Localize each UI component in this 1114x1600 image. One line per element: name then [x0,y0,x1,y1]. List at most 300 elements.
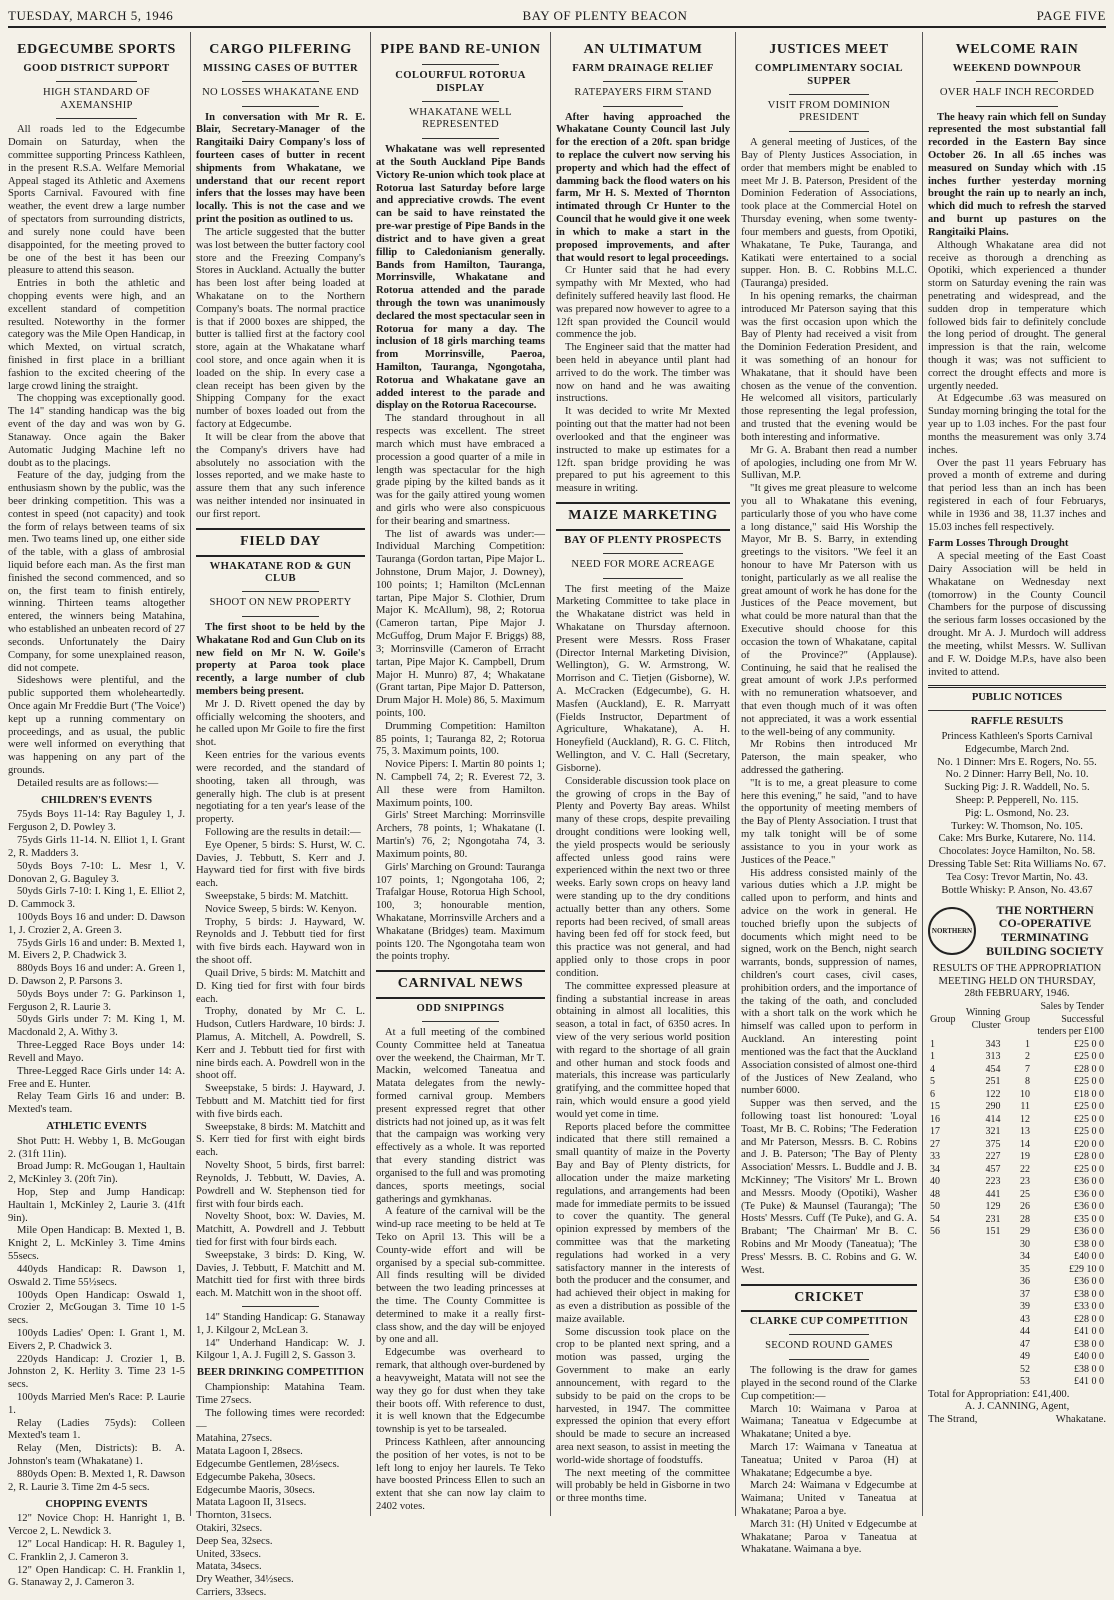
column-rule [190,32,191,1516]
paragraph: Some discussion took place on the crop to be planted next spring, and a motion was passed, urging the Government to make an early announcement, with regard to the subsidy to be paid on the crops to be harvested, in 1947. The committee expressed the opinion that every effort should be made to secure an increased area next season, to assist in meeting the world-wide shortage of foodstuffs. [556,1326,730,1466]
ballot-cell: 50 [930,1201,940,1213]
ballot-cell: 19 [1020,1151,1031,1163]
paragraph: March 24: Waimana v Edgecumbe at Waimana; United v Taneatua at Whakatane; Paroa a bye. [741,1480,917,1517]
paragraph: Novelty Shoot, box: W. Davies, M. Matchitt, A. Powdrell and J. Tebbutt tied for first with four birds each. [196,1211,365,1248]
paragraph: Trophy, 5 birds: J. Hayward, W. Reynolds and J. Tebbutt tied for first with five birds each. Hayward won in the shoot off. [196,916,365,967]
ballot-cell: 56 [930,1226,940,1238]
paragraph: Supper was then served, and the following toast list honoured: 'Loyal Toast, Mr B. C. Robins; 'The Federation and Mr Paterson, Messrs. B. C. Robins and J. B. Paterson; 'The Bay of Plenty Association' Messrs. L. Buddle and J. B. McKinney; 'The Visitors' Mr L. Brown and Messrs. Moody (Opotiki), Washer (Te Puke) & Maunsel (Tauranga); 'The Hosts' Messrs. Cuff (Te Puke), and G. A. Brabant; 'The Chairman' Mr B. C. Robins and Mr Moody (Taneatua); 'The Press' Messrs. B. C. Robins and G. W. West. [741,1098,917,1276]
ballot-row [928,1214,1106,1227]
article-subhead: FARM DRAINAGE RELIEF [572,62,714,74]
paragraph: The committee expressed pleasure at finding a substantial increase in areas obtaining in almost all localities, this season, a total in fact, of 6350 acres. In view of the very serious world position with regard to the shortage of all grain and other human and stock foods and materials, this increase was particularly gratifying, and the committee hoped that rain, which would ensure a good yield would yet come in time. [556,980,730,1120]
paragraph: Novice Pipers: I. Martin 80 points 1; N. Campbell 74, 2; R. Everest 72, 3. All these were from Hamilton. Maximum points, 100. [376,759,545,809]
paragraph: Thornton, 31secs. [196,1510,272,1522]
ballot-cell: 54 [930,1213,940,1225]
paragraph: Mr J. D. Rivett opened the day by officially welcoming the shooters, and he called upon Mr Goile to fire the first shot. [196,698,365,749]
paragraph: Hop, Step and Jump Handicap: Haultain 1, McKinley 2, Laurie 3. (41ft 9in). [8,1187,185,1224]
paragraph: Three-Legged Race Boys under 14: Revell and Mayo. [8,1040,185,1064]
article-body [196,699,365,1301]
ballot-cell: 44 [1020,1326,1031,1338]
article-headline: CRICKET [794,1289,864,1305]
paragraph: Matata, 34secs. [196,1561,262,1573]
article-headline: FIELD DAY [240,533,321,549]
ballot-cell: 1 [1025,1038,1031,1050]
ballot-cell: £35 0 0 [1074,1213,1104,1225]
results-list [8,1513,185,1590]
paragraph: Keen entries for the various events were recorded, and the standard of shooting, taken all through, was generally high. The club is at present negotiating for a ten year's lease of the property. [196,750,365,826]
article-subhead: BAY OF PLENTY PROSPECTS [564,534,722,546]
article-body [376,1027,545,1514]
ballot-row [928,1351,1106,1364]
ballot-row [928,1189,1106,1202]
ballot-cell [958,1326,1003,1339]
ballot-cell: 22 [1020,1163,1031,1175]
paragraph: Tea Cosy: Trevor Martin, No. 43. [946,871,1088,883]
ballot-cell: 1 [930,1038,935,1050]
paragraph: 75yds Boys 11-14: Ray Baguley 1, J. Ferguson 2, D. Powley 3. [8,809,185,834]
article-lead: Whakatane was well represented at the South Auckland Pipe Bands Victory Re-union which took place at Rotorua last Saturday before large and appreciative crowds. The event can be said to have reinstated the pre-war prestige of Pipe Bands in the district and to have given a great fillip to Caledonianism generally. Bands from Hamilton, Tauranga, Morrinsville, Whakatane and Rotorua attended and the parade through the town was unanimously declared the most spectacular seen in Rotorua for many a day. The inclusion of 18 girls marching teams from Morrinsville, Paeroa, Hamilton, Tauranga, Ngongotaha, Rotorua and Whakatane gave an added interest to the parade and display on the Rotorua Racecourse. [376,144,545,412]
article-subhead: HIGH STANDARD OF AXEMANSHIP [43,86,150,111]
column-edgecumbe-sports [8,36,186,1589]
article-subhead: WHAKATANE ROD & GUN CLUB [209,560,352,585]
section-head: ATHLETIC EVENTS [46,1120,147,1132]
paragraph: Feature of the day, judging from the enthusiasm shown by the public, was the beer drinking competition. This was a contest in speed (not capacity) and took the form of relays between teams of six men. Two teams lined up, one either side of the table, with a glass of ambrosial liquid before each man. As the first man finished the second commenced, and so on, the first team to finish entirely, winning. Thirteen teams altogether entered, the winners being Matahina, who established an unbeaten record of 27 seconds. Unfortunately the Dairy Company, for some unexplained reason, did not compete. [8,470,185,674]
ballot-row [928,1264,1106,1277]
section-head: CHOPPING EVENTS [45,1498,148,1510]
header-date: TUESDAY, MARCH 5, 1946 [8,8,174,23]
ballot-cell: 14 [1020,1138,1031,1150]
ballot-cell [958,1351,1003,1364]
ballot-cell: £36 0 0 [1074,1226,1104,1238]
ballot-cell [928,1339,958,1352]
paragraph: The next meeting of the committee will probably be held in Gisborne in two or three months time. [556,1467,730,1505]
paragraph: The Engineer said that the matter had been held in abeyance until plant had arrived to do the work. The timber was now on hand and he was awaiting instructions. [556,342,730,405]
paragraph: Carriers, 33secs. [196,1587,267,1599]
results-list [8,1136,185,1495]
column-justices [741,36,917,1556]
ballot-cell: 11 [1020,1101,1031,1113]
ballot-cell: 17 [930,1126,940,1138]
ballot-row [928,1364,1106,1377]
ballot-cell: £18 0 0 [1074,1088,1104,1100]
article-headline: WELCOME RAIN [955,42,1079,57]
ballot-row [928,1076,1106,1089]
paragraph: Relay (Ladies 75yds): Colleen Mexted's team 1. [8,1417,185,1442]
paragraph: The first meeting of the Maize Marketing Committee to take place in the Whakatane district was held in Whakatane on Thursday afternoon. Present were Messrs. Ross Fraser (Director Internal Marketing Division, Wellington), G. W. Armstrong, W. Morrison and C. Tietjen (Gisborne), W. A. McCracken (Edgecumbe), G. H. Masfen (Auckland), E. R. Marryatt (Fields Instructor, Department of Agriculture, Whakatane), A. H. Honeyfield (Auckland), R. G. C. Flitch, Wellington, and V. C. Hall (Secretary, Gisborne). [556,583,730,774]
article-lead: In conversation with Mr R. E. Blair, Secretary-Manager of the Rangitaiki Dairy Company's loss of fourteen cases of butter in recent shipments from Whakatane, we understand that our recent report infers that the losses may have been locally. This is not the case and we print the position as outlined to us. [196,111,365,226]
article-subhead: NEED FOR MORE ACREAGE [571,558,715,570]
ballot-cell: 28 [1020,1213,1031,1225]
ballot-cell: £28 0 0 [1074,1063,1104,1075]
paragraph: Cake: Mrs Burke, Kutarere, No. 114. [938,833,1096,845]
paragraph: It will be clear from the above that the Company's drivers have had absolutely no association with the losses reported, and we make haste to assure them that any such inference was neither intended nor insinuated in our first report. [196,431,365,520]
paragraph: Championship: Matahina Team. Time 27secs. [196,1382,365,1406]
ballot-cell: £36 0 0 [1074,1188,1104,1200]
article-headline: PIPE BAND RE-UNION [380,42,541,57]
ballot-cell: £20 0 0 [1074,1138,1104,1150]
ballot-cell [928,1364,958,1377]
paragraph: "It is to me, a great pleasure to come here this evening," he said, "and to have the opportunity of meeting members of the Bay of Plenty Association. I trust that my talk tonight will be of some assistance to you in your work as Justices of the Peace." [741,777,917,866]
paragraph: Three-Legged Race Girls under 14: A. Free and E. Hunter. [8,1065,185,1090]
ballot-row [928,1251,1106,1264]
ballot-cell: £38 0 0 [1074,1363,1104,1375]
ballot-cell: £25 0 0 [1074,1038,1104,1050]
article-headline: EDGECUMBE SPORTS [17,42,176,57]
ballot-cell: 23 [1020,1176,1031,1188]
ballot-cell: 33 [930,1151,940,1163]
ballot-cell: 49 [1020,1351,1031,1363]
paragraph: 880yds Open: B. Mexted 1, R. Dawson 2, R. Laurie 3. Time 2m 4-5 secs. [8,1468,185,1493]
paragraph: The list of awards was under:— Individual Marching Competition: Tauranga (Gordon tartan, Pipe Major L. Johnstone, Drum Major, J. Downey), 100 points; 1; Hamilton (McLennan tartan, Pipe Major S. Clothier, Drum Major K. McAllum), 98, 2; Rotorua (Cameron tartan, Pipe Major J. McGuffog, Drum Major F. Briggs) 88, 3; Morrinsville (Cameron of Erracht tartan, Pipe Major K. Campbell, Drum Major H. Munro) 87, 4; Whakatane (Grant tartan, Pipe Major D. Patterson, Drum Major H. Mole) 86, 5. Maximum points, 100. [376,528,545,719]
society-seal-icon: NORTHERN [928,907,976,955]
paragraph: Broad Jump: R. McGougan 1, Haultain 2, McKinley 3. (20ft 7in). [8,1161,185,1186]
paragraph: The standard throughout in all respects was excellent. The street march which must have embraced a procession a good quarter of a mile in length was spectacular for the high grade piping by the kilted bands as it was for the gaily attired young women and girls who were also conspicuous for their bearing and smartness. [376,413,545,527]
article-subhead: SHOOT ON NEW PROPERTY [209,597,352,609]
results-list [196,1312,365,1363]
ballot-cell: 7 [1025,1063,1031,1075]
ballot-cell: £25 0 0 [1074,1076,1104,1088]
paragraph: Considerable discussion took place on the growing of crops in the Bay of Plenty and Poverty Bay areas. Whilst many of these crops, despite prevailing drought conditions were looking well, the yield prospects would be seriously affected unless good rains were experienced within the next two or three weeks. Early sown crops on heavy land were standing up to the dry conditions actually better than any others. Some reports had been recived, of small areas having been fed off for stock feed, but this practice was not general, and had applied only to those crops in poor condition. [556,775,730,979]
article-body: A special meeting of the East Coast Dairy Association will be held in Whakatane on Wednesday next (tomorrow) in the County Council Chambers for the purpose of discussing the serious farm losses occasioned by the drought. Mr A. J. Murdoch will address the meeting, whilst Messrs. W. Sullivan and F. W. Doidge M.P.s, have also been invited to attend. [928,551,1106,678]
paragraph: Edgecumbe Pakeha, 30secs. [196,1471,316,1483]
agent-name: A. J. CANNING, Agent, [964,1401,1070,1413]
ballot-cell: 29 [1020,1226,1031,1238]
ballot-row [928,1114,1106,1127]
paragraph: Novelty Shoot, 5 birds, first barrel: Reynolds, J. Tebbutt, W. Davies, A. Powdrell and W. Stephenson tied for first with four birds each. [196,1160,365,1210]
ballot-row [928,1289,1106,1302]
ballot-cell: 34 [930,1163,940,1175]
paragraph: 220yds Handicap: J. Crozier 1, B. Johnston 2, K. Herlity 3. Time 23 1-5 secs. [8,1353,185,1391]
paragraph: March 17: Waimana v Taneatua at Taneatua; United v Paroa (H) at Whakatane; Edgecumbe a bye. [741,1441,917,1479]
paragraph: Sideshows were plentiful, and the public supported them wholeheartedly. Once again Mr Freddie Burt ('The Voice') kept up a running commentary on proceedings, and as usual, the public were well informed on everything that was happening on any part of the grounds. [8,675,185,776]
article-subhead: COLOURFUL ROTORUA DISPLAY [395,69,526,94]
ballot-row [928,1201,1106,1214]
ballot-row [928,1126,1106,1139]
paragraph: 100yds Boys 16 and under: D. Dawson 1, J. Crozier 2, A. Green 3. [8,911,185,936]
ballot-cell: 223 [985,1176,1001,1188]
paragraph: Girls' Street Marching: Morrinsville Archers, 78 points, 1; Whakatane (I. Martin's) 76, 2; Ngongotaha 74, 3. Maximum points, 80. [376,810,545,860]
ballot-row [928,1314,1106,1327]
ballot-cell: £40 0 0 [1074,1351,1104,1363]
ballot-cell: £28 0 0 [1074,1151,1104,1163]
article-lead: After having approached the Whakatane County Council last July for the erection of a 20ft. span bridge to replace the culvert now serving his property and which had the effect of damming back the flood waters on his farm, Mr H. S. Mexted of Thornton intimated through Cr Hunter to the Council that he would give it one week in which to make a start in the proposed improvements, and after that would resort to legal proceedings. [556,111,730,264]
results-list [8,809,185,1117]
paragraph: His address consisted mainly of the various duties which a J.P. might be called upon to perform, and hints and advice on the work in general. He touched briefly upon the subjects of documents which might need to be signed, work on the Bench, night search warrants, bonds, suppression of names, children's court cases, civil cases, prohibition orders, and the importance of the taking of the oath, and concluded with a short talk on the work which he himself was called upon to perform in Auckland. An interesting point mentioned was the fact that the Auckland Association consisted of almost one-third of the Justices of New Zealand, who number 6000. [741,867,917,1097]
ballot-cell [928,1289,958,1302]
ballot-row [928,1064,1106,1077]
ballot-cell: £28 0 0 [1074,1313,1104,1325]
ballot-cell [958,1364,1003,1377]
paragraph: March 10: Waimana v Paroa at Waimana; Taneatua v Edgecumbe at Whakatane; United a bye. [741,1403,917,1441]
paragraph: Detailed results are as follows:— [17,777,159,789]
article-subhead: ODD SNIPPINGS [416,1003,505,1015]
ballot-row [928,1301,1106,1314]
ballot-cell [958,1239,1003,1252]
ballot-row [928,1226,1106,1239]
ballot-row [928,1339,1106,1352]
article-subhead: MISSING CASES OF BUTTER [202,62,359,74]
paragraph: 100yds Open Handicap: Oswald 1, Crozier 2, McGougan 3. Time 10 1-5 secs. [8,1289,185,1327]
paragraph: 440yds Handicap: R. Dawson 1, Oswald 2. Time 55½secs. [8,1263,185,1288]
ballot-cell: 343 [985,1038,1001,1050]
paragraph: In his opening remarks, the chairman introduced Mr Paterson saying that this was the first occasion upon which the Bay of Plenty had received a visit from the Dominion Federation President, and it was something of an honour for Whakatane, that it should have been chosen as the venue of the convention. He welcomed all visitors, particularly those representing the legal profession, and trusted that the evening would be both interesting and informative. [741,290,917,443]
paragraph: Trophy, donated by Mr C. L. Hudson, Cutlers Hardware, 10 birds: J. Plamus, A. Mitchell, A. Powdrell, S. Kerr and J. Tebbutt tied for first with nine birds each. A. Powdrell won in the shoot off. [196,1006,365,1082]
paragraph: Sweepstake, 5 birds: M. Matchitt. [205,891,349,902]
ballot-cell: 321 [985,1126,1001,1138]
ballot-cell [928,1376,958,1389]
ballot-cell: 231 [985,1213,1001,1225]
article-subhead: NO LOSSES WHAKATANE END [202,86,359,98]
paragraph: Reports placed before the committee indicated that there still remained a small quantity of maize in the Poverty Bay and Bay of Plenty districts, for allocation under the maize marketing regulations, and arrangements had been made for immediate permits to be issued to cover the quantity. The general opinion expressed by members of the committee was that the marketing regulations had worked in a very satisfactory manner in the interests of both the producer and the consumer, and had achieved their object in making for as even a distribution as possible of the maize available. [556,1121,730,1325]
article-body [556,265,730,496]
ballot-cell: £41 0 0 [1074,1376,1104,1388]
paragraph: 880yds Boys 16 and under: A. Green 1, D. Dawson 2, P. Parsons 3. [8,963,185,987]
column-cargo-pilfering [196,36,365,1599]
paragraph: All roads led to the Edgecumbe Domain on Saturday, when the committee supporting Princess Kathleen, in the present R.S.A. Welfare Memorial Appeal staged its Athletic and Axemens Sports Carnival. Favoured with fine weather, the event drew a large number of spectators from surrounding districts, and surely none could have been disappointed, for the meeting proved to be one of the best it has been our pleasure to attend this season. [8,124,185,277]
paragraph: Edgecumbe Gentlemen, 28½secs. [196,1458,340,1470]
ballot-cell [958,1376,1003,1389]
paragraph: Matahina, 27secs. [196,1433,273,1445]
agent-address: The Strand, Whakatane. [928,1414,1106,1426]
ballot-title: RESULTS OF THE APPROPRIATION MEETING HELD ON THURSDAY, 28th FEBRUARY, 1946. [932,962,1102,1000]
paragraph: The following is the draw for games played in the second round of the Clarke Cup competition:— [741,1365,917,1402]
paragraph: Dressing Table Set: Rita Williams No. 67. [928,859,1106,871]
paragraph: Bottle Whisky: P. Anson, No. 43.67 [941,884,1093,896]
paragraph: United, 33secs. [196,1548,262,1560]
column-rule [550,32,551,1516]
ballot-row [928,1089,1106,1102]
ballot-cell: 35 [1020,1263,1031,1275]
raffle-head: RAFFLE RESULTS [970,716,1064,728]
paragraph: Edgecumbe was overheard to remark, that although over-burdened by a heavyweight, Matata will not see the way they go for dust when they take their boots off. With reference to dust, it is well known that the Edgecumbe township is yet to be tarsealed. [376,1347,545,1436]
column-rule [922,32,923,1516]
ballot-cell: £38 0 0 [1074,1338,1104,1350]
page-header [8,4,1106,28]
ballot-cell: 12 [1020,1113,1031,1125]
paragraph: The following times were recorded:— [196,1407,365,1432]
column-welcome-rain [928,36,1106,1514]
paragraph: A feature of the carnival will be the wind-up race meeting to be held at Te Teko on April 13. This will be a County-wide effort and will be organised by a special sub-committee. All finds resulting will be divided between the two leading princesses at the time. The County Committee is determined to make it a really first-class show, and the day will be enjoyed by one and all. [376,1206,545,1346]
ballot-cell [928,1264,958,1277]
society-logo [928,904,1106,959]
article-subhead: OVER HALF INCH RECORDED [939,86,1095,98]
ballot-row [928,1164,1106,1177]
ballot-cell [958,1301,1003,1314]
ballot-cell: 6 [930,1088,935,1100]
ballot-cell: 30 [1020,1238,1031,1250]
paragraph: Entries in both the athletic and chopping events were high, and an excellent standard of competition resulted. Noteworthy in the former category was the Mile Open Handicap, in which Mexted, on virtual scratch, finished in first place in a brilliant fashion to the excited cheering of the large crowd lining the straight. [8,278,185,392]
article-subhead: SECOND ROUND GAMES [765,1340,893,1352]
ballot-cell [958,1276,1003,1289]
column-ultimatum [556,36,730,1514]
paragraph: Although Whakatane area did not receive as thorough a drenching as Opotiki, which experienced a thunder storm on Saturday evening the rain was penetrating and widespread, and the sudden drop in temperature which followed bids fair to definitely conclude the long period of drought. The general impression is that the rain, welcome though it was; was not sufficient to correct the drought effects and more is urgently needed. [928,239,1106,392]
ballot-row [928,1151,1106,1164]
paragraph: It was decided to write Mr Mexted pointing out that the matter had not been overlooked and that the engineer was instructed to make up estimates for a 12ft. span bridge providing he was prepared to put his agreement to this measure in writing. [556,406,730,495]
ballot-row [928,1326,1106,1339]
ballot-cell: 39 [1020,1301,1031,1313]
paragraph: Relay Team Girls 16 and under: B. Mexted's team. [8,1091,185,1116]
paragraph: Mr G. A. Brabant then read a number of apologies, including one from Mr W. Sullivan, M.P. [741,444,917,482]
article-subhead: VISIT FROM DOMINION PRESIDENT [767,99,891,124]
ballot-cell: 37 [1020,1288,1031,1300]
article-body [8,124,185,790]
paragraph: 12" Local Handicap: H. R. Baguley 1, C. Franklin 2, J. Cameron 3. [8,1538,185,1563]
paragraph: Sweepstake, 3 birds: D. King, W. Davies, J. Tebbutt, F. Matchitt and M. Matchitt tied for first with three birds each. M. Matchitt won in the shoot off. [196,1249,365,1300]
paragraph: Sheep: P. Pepperell, No. 115. [955,795,1079,806]
paragraph: 100yds Married Men's Race: P. Laurie 1. [8,1392,185,1416]
paragraph: Mile Open Handicap: B. Mexted 1, B. Knight 2, L. McKinley 3. Time 4mins 55secs. [8,1225,185,1263]
paragraph: Shot Putt: H. Webby 1, B. McGougan 2. (31ft 11in). [8,1135,185,1160]
paragraph: Girls' Marching on Ground: Tauranga 107 points, 1; Ngongotaha 106, 2; Trafalgar House, Rotorua High School, 100, 3; honourable mention, Whakatane, Morrinsville Archers and a Whakatane (Bridges) team. Maximum points 120. The Ngongotaha team won the points trophy. [376,861,545,963]
ballot-cell: 251 [985,1076,1001,1088]
paragraph: Quail Drive, 5 birds: M. Matchitt and D. King tied for first with four birds each. [196,967,365,1005]
ballot-cell: £33 0 0 [1074,1301,1104,1313]
paragraph: Over the past 11 years February has proved a month of extreme and during that period less than an inch has been registered in each of four Februarys, while in 1936 and 38, 11.37 inches and 15.03 inches fell respectively. [928,457,1106,533]
ballot-cell: 53 [1020,1376,1031,1388]
paragraph: 14" Standing Handicap: G. Stanaway 1, J. Kilgour 2, McLean 3. [196,1312,365,1336]
column-rule [735,32,736,1516]
article-subhead: COMPLIMENTARY SOCIAL SUPPER [755,62,903,87]
paragraph: The chopping was exceptionally good. The 14" standing handicap was the big event of the day and was won by G. Stanaway. Once again the Baker Automatic Judging Machine left no doubt as to the placings. [8,393,185,469]
paragraph: No. 2 Dinner: Harry Bell, No. 10. [945,769,1089,781]
paragraph: Sucking Pig: J. R. Waddell, No. 5. [944,782,1090,794]
ballot-cell: 43 [1020,1313,1031,1325]
ballot-cell: 457 [985,1163,1001,1175]
article-headline: AN ULTIMATUM [583,42,703,57]
ballot-cell: 454 [985,1063,1001,1075]
ballot-row [928,1176,1106,1189]
article-body [741,1365,917,1557]
column-rule [370,32,371,1516]
paragraph: Drumming Competition: Hamilton 85 points, 1; Tauranga 82, 2; Rotorua 75, 3. Maximum points, 100. [376,720,545,758]
article-headline: MAIZE MARKETING [568,507,718,523]
paragraph: Matata Lagoon II, 31secs. [196,1497,307,1509]
paragraph: Following are the results in detail:— [205,826,361,838]
paragraph: Pig: L. Osmond, No. 23. [964,807,1070,819]
article-lead: The first shoot to be held by the Whakatane Rod and Gun Club on its new field on Mr N. W. Goile's property at Paroa took place recently, a large number of club members being present. [196,621,365,697]
paragraph: Sweepstake, 5 birds: J. Hayward, J. Tebbutt and M. Matchitt tied for first with five birds each. [196,1083,365,1120]
ballot-cell: £25 0 0 [1074,1101,1104,1113]
paragraph: Princess Kathleen, after announcing the position of her votes, is not to be left long to enjoy her laurels. Te Teko have boosted Princess Ellen to such an extent that she can now lay claim to 2402 votes. [376,1436,545,1512]
ballot-cell: 34 [1020,1251,1031,1263]
paragraph: At Edgecumbe .63 was measured on Sunday morning bringing the total for the year up to 1.03 inches. For the past four months the measurement was only 3.74 inches. [928,393,1106,456]
paragraph: A general meeting of Justices, of the Bay of Plenty Justices Association, in order that members might be enabled to meet Mr J. B. Paterson, President of the Dominion Federation of Associations, took place at the Commercial Hotel on Thursday evening, when some twenty-four members and guests, from Opotiki, Whakatane, Te Puke, Tauranga, and Katikati were entertained to a social supper. Hon. B. C. Robbins M.L.C. (Tauranga) presided. [741,137,917,290]
ballot-cell: 13 [1020,1126,1031,1138]
paragraph: Turkey: W. Thomson, No. 105. [951,820,1083,832]
ballot-cell: 40 [930,1176,940,1188]
article-subhead: RATEPAYERS FIRM STAND [574,86,712,98]
ballot-cell: 4 [930,1063,935,1075]
ballot-cell: 151 [985,1226,1001,1238]
ballot-row [928,1239,1106,1252]
section-head: Farm Losses Through Drought [928,538,1069,550]
ballot-cell: 15 [930,1101,940,1113]
paragraph: Eye Opener, 5 birds: S. Hurst, W. C. Davies, J. Tebbutt, S. Kerr and J. Hayward tied for first with five birds each. [196,839,365,890]
raffle-list [928,731,1106,898]
article-lead: The heavy rain which fell on Sunday represented the most substantial fall recorded in the Eastern Bay since October 26. In all .65 inches was measured on Sunday which with .15 inches further yesterday morning brought the rain up to nearly an inch, which did much to refresh the starved and burnt up pastures on the Rangitaiki Plains. [928,111,1106,238]
ballot-cell: £25 0 0 [1074,1126,1104,1138]
ballot-cell: £38 0 0 [1074,1238,1104,1250]
ballot-cell: 52 [1020,1363,1031,1375]
ballot-cell [928,1351,958,1364]
ballot-cell: £36 0 0 [1074,1201,1104,1213]
ballot-row [928,1051,1106,1064]
article-subhead: WHAKATANE WELL REPRESENTED [409,106,512,131]
paragraph: Novice Sweep, 5 birds: W. Kenyon. [205,903,357,915]
ballot-cell: 25 [1020,1188,1031,1200]
article-subhead: CLARKE CUP COMPETITION [749,1316,909,1328]
society-name: THE NORTHERN CO-OPERATIVE TERMINATING BUILDING SOCIETY [986,902,1104,958]
ballot-cell: £25 0 0 [1074,1051,1104,1063]
ballot-col-header: Group [930,1013,956,1025]
paragraph: Cr Hunter said that he had every sympathy with Mr Mexted, who had definitely suffered heavily last flood. He was prepared now however to agree to a 12ft span provided the Council would commence the job. [556,265,730,341]
paragraph: At a full meeting of the combined County Committee held at Taneatua over the weekend, the Chairman, Mr T. Mackin, welcomed Taneatua and Matata delegates from the newly-formed carnival group. Members present expressed regret that other districts had not joined up, as it was felt that the campaign was working very effectively as a whole. It was reported that every standing district was organised to the full and was promoting dances, sports meetings, social gatherings and gymkhanas. [376,1026,545,1205]
paragraph: Matata Lagoon I, 28secs. [196,1446,303,1458]
ballot-cell [928,1301,958,1314]
ballot-cell [928,1314,958,1327]
ballot-cell: 47 [1020,1338,1031,1350]
ballot-row [928,1101,1106,1114]
header-page: PAGE FIVE [1036,8,1106,23]
ballot-cell: £41 0 0 [1074,1326,1104,1338]
ballot-col-header: Sales by Tender Successful tenders per £100 [1037,1001,1104,1038]
article-headline: CARNIVAL NEWS [397,976,524,992]
ballot-row [928,1039,1106,1052]
ballot-cell: 5 [930,1076,935,1088]
paragraph: Chocolates: Joyce Hamilton, No. 58. [938,846,1096,858]
ballot-cell: £25 0 0 [1074,1163,1104,1175]
ballot-cell: £36 0 0 [1074,1276,1104,1288]
article-body [928,240,1106,535]
paragraph: 75yds Girls 16 and under: B. Mexted 1, M. Eivers 2, P. Chadwick 3. [8,937,186,962]
paragraph: Edgecumbe Maoris, 30secs. [196,1484,315,1496]
article-subhead: WEEKEND DOWNPOUR [952,62,1082,74]
paragraph: 12" Open Handicap: C. H. Franklin 1, G. Stanaway 2, J. Cameron 3. [8,1564,185,1589]
ballot-cell: £40 0 0 [1074,1251,1104,1263]
ballot-row [928,1276,1106,1289]
section-head: BEER DRINKING COMPETITION [196,1367,365,1379]
article-body [376,413,545,964]
ballot-cell: 36 [1020,1276,1031,1288]
ballot-cell [928,1276,958,1289]
paragraph: Dry Weather, 34½secs. [196,1574,294,1586]
paragraph: Relay (Men, Districts): B. A. Johnston's team (Whakatane) 1. [8,1443,185,1468]
paragraph: No. 1 Dinner: Mrs E. Rogers, No. 55. [937,756,1097,768]
ballot-cell: 122 [985,1088,1001,1100]
article-headline: CARGO PILFERING [209,42,352,57]
ballot-col-header: Winning Cluster [965,1007,1001,1031]
paragraph: Mr Robins then introduced Mr Paterson, the main speaker, who addressed the gathering. [741,739,917,776]
ballot-col-header: Group [1004,1013,1031,1025]
ballot-cell: 375 [985,1138,1001,1150]
ballot-cell: £25 0 0 [1074,1113,1104,1125]
ballot-cell: 414 [985,1113,1001,1125]
ballot-cell: £38 0 0 [1074,1288,1104,1300]
column-pipe-band [376,36,545,1514]
ballot-cell [958,1314,1003,1327]
paragraph: 50yds Boys under 7: G. Parkinson 1, Ferguson 2, R. Laurie 3. [8,988,185,1013]
ballot-cell: 1 [930,1051,935,1063]
paragraph: 50yds Girls under 7: M. King 1, M. Macdonald 2, A. Withy 3. [8,1014,185,1039]
header-title: BAY OF PLENTY BEACON [522,8,688,23]
ballot-cell: £29 10 0 [1069,1263,1104,1275]
ballot-table [928,1001,1106,1389]
ballot-cell: 441 [985,1188,1001,1200]
paragraph: Deep Sea, 32secs. [196,1535,273,1547]
ballot-total: Total for Appropriation: £41,400. [928,1388,1070,1400]
paragraph: 12" Novice Chop: H. Hanright 1, B. Vercoe 2, L. Newdick 3. [8,1513,185,1538]
paragraph: "It gives me great pleasure to welcome you all to Whakatane this evening, particularly those of you who have come a long distance," said His Worship the Mayor, Mr B. S. Barry, in extending greetings to the visitors. "We feel it an honour to have Mr Paterson with us tonight, particularly as we all realise the great amount of work he has done for the Justices of the Peace movement, but what could be more natural than that the Executive should choose for this occasion the town of Whakatane, capital of the Province?" (Applause). Continuing, he said that he realised the great amount of work J.P.s performed with no remuneration whatsoever, and that even though much of it was often not appreciated, it was a work essential to the well-being of any community. [741,483,917,738]
ballot-cell: 48 [930,1188,940,1200]
